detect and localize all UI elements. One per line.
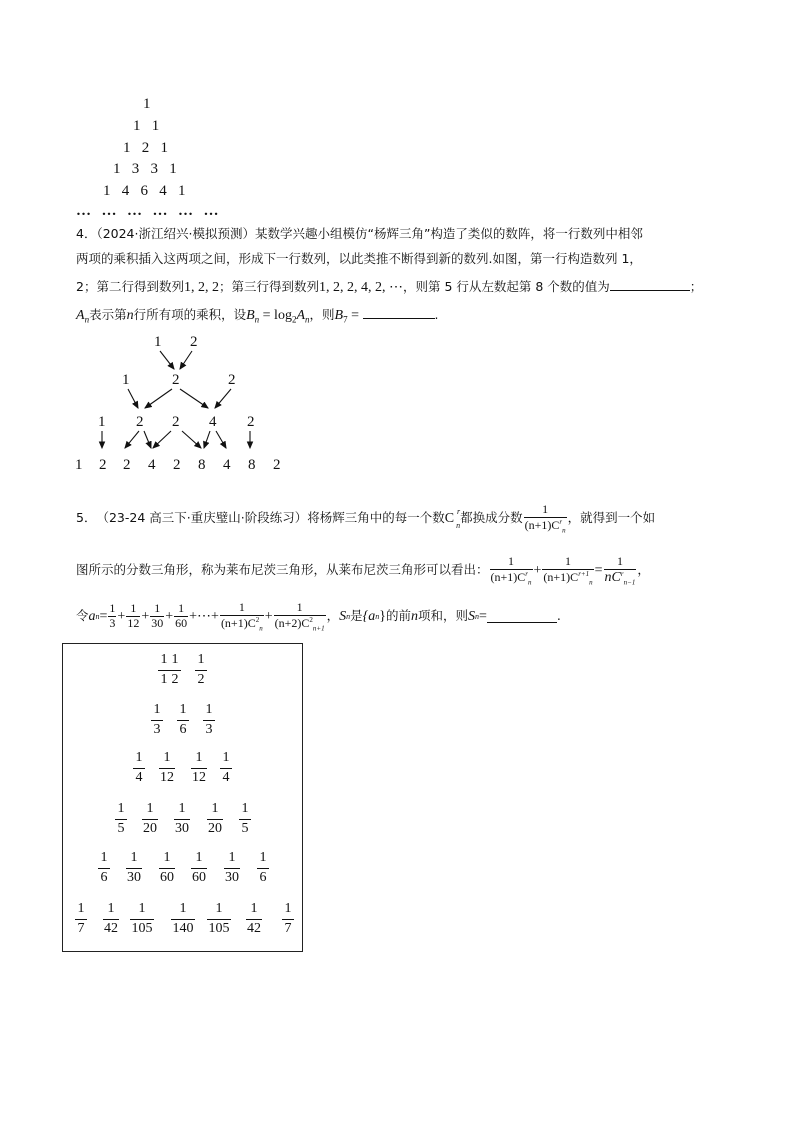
leibniz-numerator: 1: [211, 801, 219, 816]
q5-series-term: $\frac{1}{12}$: [127, 601, 140, 631]
leibniz-denominator: 30: [127, 870, 141, 885]
q5-identity-term-2: $\frac{1}{(n+1)C^{r+1}_n}$: [543, 554, 593, 587]
leibniz-fraction: [194, 702, 224, 738]
leibniz-fraction: [200, 801, 230, 837]
leibniz-fraction: [127, 901, 157, 937]
q4-An: A: [76, 308, 85, 323]
tree-arrow: [145, 389, 172, 408]
leibniz-fraction: [248, 850, 278, 886]
q5-set: {a: [362, 608, 376, 624]
tree-node: 2: [99, 457, 107, 473]
leibniz-numerator: 1: [250, 901, 258, 916]
tree-node: 2: [172, 414, 180, 430]
leibniz-numerator: 1: [222, 750, 230, 765]
q5-plus: +: [117, 608, 126, 624]
q5-identity-rhs: $\frac{1}{nC^r_{n-1}}$: [604, 554, 636, 587]
q5-frac-den: $(n+1)C^r_n$: [524, 517, 566, 535]
q5-series-term: $\frac{1}{(n+2)C^2_{n+1}}$: [274, 600, 325, 633]
tree-arrow: [144, 431, 151, 448]
leibniz-fraction: [184, 850, 214, 886]
leibniz-fraction: [119, 850, 149, 886]
tree-node: 2: [123, 457, 131, 473]
q5-C-sub: n: [456, 520, 461, 530]
tree-node: 8: [198, 457, 206, 473]
leibniz-numerator: 1: [160, 652, 168, 667]
q4-An-sub: n: [84, 314, 90, 325]
leibniz-numerator: 1: [284, 901, 292, 916]
leibniz-fraction: [211, 750, 241, 786]
leibniz-numerator: 1: [195, 850, 203, 865]
q5-plus: +: [141, 608, 150, 624]
q4-Bn-sub: n: [254, 314, 260, 325]
leibniz-fraction: [217, 850, 247, 886]
q5-text: 项和，则: [418, 608, 469, 624]
q5-series-term: $\frac{1}{(n+1)C^2_n}$: [220, 600, 263, 633]
q5-fraction: [524, 503, 567, 534]
leibniz-denominator: 6: [100, 870, 108, 885]
leibniz-denominator: 2: [197, 672, 205, 687]
q5-set-close: }: [379, 608, 386, 624]
leibniz-denominator: 140: [172, 921, 194, 936]
q4-text: ；第三行得到数列: [218, 279, 319, 294]
tree-node: 2: [273, 457, 281, 473]
leibniz-denominator: 42: [104, 921, 118, 936]
q5-frac-num: 1: [524, 503, 567, 518]
q4-text: .: [434, 307, 439, 322]
leibniz-fraction: [167, 801, 197, 837]
pascal-row: 1 3 3 1: [113, 161, 177, 177]
leibniz-numerator: 1: [163, 750, 171, 765]
leibniz-denominator: 2: [171, 672, 179, 687]
leibniz-numerator: 1: [153, 702, 161, 717]
tree-arrow: [215, 389, 231, 408]
q5-an-eq: =: [99, 608, 108, 624]
tree-node: 1: [75, 457, 83, 473]
q5-Sn-2: S: [468, 608, 476, 624]
q5-text: 令: [76, 608, 89, 624]
leibniz-denominator: 6: [259, 870, 267, 885]
tree-arrows: [0, 0, 800, 480]
q4-text: ，则: [309, 307, 335, 322]
leibniz-fraction: [124, 750, 154, 786]
leibniz-denominator: 3: [205, 722, 213, 737]
q5-text: ，: [326, 608, 340, 624]
tree-arrow: [125, 431, 139, 448]
leibniz-numerator: 1: [179, 901, 187, 916]
q4-text: ；: [689, 279, 703, 294]
leibniz-fraction: [230, 801, 260, 837]
q4-eq: =: [347, 308, 363, 323]
leibniz-numerator: 1: [179, 702, 187, 717]
leibniz-fraction: [89, 850, 119, 886]
leibniz-denominator: 4: [222, 770, 230, 785]
q5-text: 将杨辉三角中的每一个数: [307, 510, 445, 526]
q5-text: .: [556, 608, 561, 624]
q5-Sn-sub: n: [475, 611, 480, 621]
q5-line-3: [76, 601, 561, 632]
q4-text: ，则第 5 行从左数起第 8 个数的值为: [402, 279, 610, 294]
q4-source: （2024·浙江绍兴·模拟预测）: [96, 226, 255, 241]
tree-node: 4: [148, 457, 156, 473]
tree-arrow: [180, 389, 208, 408]
q5-series-term: $\frac{1}{3}$: [109, 601, 116, 631]
q4-Bn: B: [246, 308, 255, 323]
q5-number: 5．: [76, 510, 97, 526]
leibniz-fraction: [273, 901, 303, 937]
leibniz-numerator: 1: [135, 750, 143, 765]
leibniz-denominator: 30: [225, 870, 239, 885]
leibniz-fraction: [66, 901, 96, 937]
q5-C-sup: r: [456, 506, 461, 516]
q5-line-2: [76, 555, 650, 586]
tree-arrow: [153, 431, 171, 448]
leibniz-numerator: 1: [146, 801, 154, 816]
tree-node: 4: [209, 414, 217, 430]
leibniz-fraction: [186, 652, 216, 688]
tree-node: 8: [248, 457, 256, 473]
q5-n: n: [411, 608, 418, 624]
tree-arrow: [160, 351, 174, 369]
leibniz-numerator: 1: [259, 850, 267, 865]
leibniz-numerator: 1: [241, 801, 249, 816]
pascal-ellipsis: … … … … … …: [76, 203, 220, 219]
q5-plus: +: [533, 562, 542, 578]
q4-log-base: 2: [291, 314, 297, 325]
leibniz-fraction: [152, 750, 182, 786]
leibniz-numerator: 1: [178, 801, 186, 816]
tree-node: 1: [98, 414, 106, 430]
q4-B7: B: [334, 308, 344, 323]
tree-node: 2: [173, 457, 181, 473]
q5-plus: +: [264, 608, 273, 624]
q5-Sn: S: [339, 608, 347, 624]
q5-binomial: [444, 506, 461, 530]
leibniz-fraction: [152, 850, 182, 886]
leibniz-fraction: [96, 901, 126, 937]
leibniz-denominator: 60: [160, 870, 174, 885]
q5-text: 是: [350, 608, 363, 624]
q5-text: ，就得到一个如: [567, 510, 656, 526]
pascal-row: 1 1: [133, 118, 160, 134]
q4-n: n: [126, 308, 134, 323]
q5-source: （23-24 高三下·重庆璧山·阶段练习）: [96, 510, 308, 526]
leibniz-denominator: 20: [208, 821, 222, 836]
leibniz-denominator: 1: [160, 672, 168, 687]
tree-node: 1: [154, 334, 162, 350]
leibniz-numerator: 1: [100, 850, 108, 865]
tree-arrow: [180, 351, 192, 369]
q5-set-sub: n: [375, 611, 380, 621]
tree-arrow: [204, 431, 210, 448]
q5-text: 都换成分数: [460, 510, 523, 526]
tree-node: 2: [190, 334, 198, 350]
tree-node: 2: [136, 414, 144, 430]
q5-an: a: [88, 608, 96, 624]
leibniz-numerator: 1: [171, 652, 179, 667]
tree-arrow: [182, 431, 201, 448]
q4-seq-row2: 1, 2, 2: [183, 280, 219, 295]
leibniz-fraction: [106, 801, 136, 837]
q4-line-2: 两项的乘积插入这两项之间，形成下一行数列，以此类推不断得到新的数列.如图，第一行构造数列 1，: [76, 251, 642, 266]
q4-B7-sub: 7: [343, 314, 348, 325]
tree-node: 4: [223, 457, 231, 473]
leibniz-denominator: 42: [247, 921, 261, 936]
q5-series-term: $\frac{1}{30}$: [151, 601, 164, 631]
leibniz-denominator: 5: [117, 821, 125, 836]
leibniz-numerator: 1: [138, 901, 146, 916]
leibniz-denominator: 4: [135, 770, 143, 785]
pascal-row: 1 4 6 4 1: [103, 183, 186, 199]
leibniz-denominator: 3: [153, 722, 161, 737]
leibniz-denominator: 7: [284, 921, 292, 936]
q5-C: C: [444, 510, 455, 526]
q4-log: = log: [259, 308, 292, 323]
q5-eq: =: [479, 608, 487, 624]
leibniz-fraction: [204, 901, 234, 937]
q4-text: 2；第二行得到数列: [76, 279, 184, 294]
leibniz-denominator: 30: [175, 821, 189, 836]
tree-arrow: [128, 389, 138, 408]
leibniz-denominator: 12: [160, 770, 174, 785]
q5-series-term: $\frac{1}{60}$: [175, 601, 188, 631]
pascal-row: 1: [143, 96, 151, 112]
leibniz-fraction: [135, 801, 165, 837]
tree-node: 2: [172, 372, 180, 388]
tree-node: 1: [122, 372, 130, 388]
q5-text: 的前: [385, 608, 411, 624]
q4-log-arg: A: [296, 308, 306, 323]
q4-log-arg-sub: n: [305, 314, 310, 325]
q5-an-sub: n: [95, 611, 100, 621]
leibniz-denominator: 105: [131, 921, 153, 936]
q5-text: 图所示的分数三角形，称为莱布尼茨三角形，从莱布尼茨三角形可以看出：: [76, 562, 489, 578]
leibniz-fraction: [168, 901, 198, 937]
leibniz-numerator: 1: [163, 850, 171, 865]
q4-seq-row3: 1, 2, 2, 4, 2, ⋯: [318, 280, 403, 295]
leibniz-numerator: 1: [107, 901, 115, 916]
tree-node: 2: [228, 372, 236, 388]
q4-number: 4．: [76, 226, 97, 241]
leibniz-denominator: 20: [143, 821, 157, 836]
leibniz-denominator: 7: [77, 921, 85, 936]
leibniz-denominator: 60: [192, 870, 206, 885]
q5-answer-blank[interactable]: [487, 610, 557, 623]
q5-dots: +⋯+: [189, 608, 219, 624]
leibniz-denominator: 6: [179, 722, 187, 737]
leibniz-numerator: 1: [77, 901, 85, 916]
leibniz-numerator: 1: [130, 850, 138, 865]
leibniz-fraction: [239, 901, 269, 937]
leibniz-fraction: [184, 750, 214, 786]
q5-text: ，: [637, 562, 650, 578]
leibniz-denominator: 12: [192, 770, 206, 785]
tree-node: 2: [247, 414, 255, 430]
leibniz-denominator: 105: [208, 921, 230, 936]
leibniz-numerator: 1: [228, 850, 236, 865]
q5-identity-term-1: $\frac{1}{(n+1)C^r_n}$: [490, 554, 532, 587]
leibniz-numerator: 1: [205, 702, 213, 717]
q4-text: 表示第: [89, 307, 127, 322]
leibniz-denominator: 5: [241, 821, 249, 836]
leibniz-numerator: 1: [195, 750, 203, 765]
q5-line-1: [76, 503, 655, 534]
q5-equals: =: [594, 562, 603, 578]
leibniz-numerator: 1: [197, 652, 205, 667]
q4-text: 某数学兴趣小组模仿“杨辉三角”构造了类似的数阵，将一行数列中相邻: [254, 226, 643, 241]
pascal-row: 1 2 1: [123, 140, 168, 156]
tree-arrow: [216, 431, 226, 448]
q5-plus: +: [165, 608, 174, 624]
leibniz-numerator: 1: [215, 901, 223, 916]
q5-Sn-sub: n: [346, 611, 351, 621]
leibniz-numerator: 1: [117, 801, 125, 816]
q4-text: 行所有项的乘积，设: [133, 307, 247, 322]
